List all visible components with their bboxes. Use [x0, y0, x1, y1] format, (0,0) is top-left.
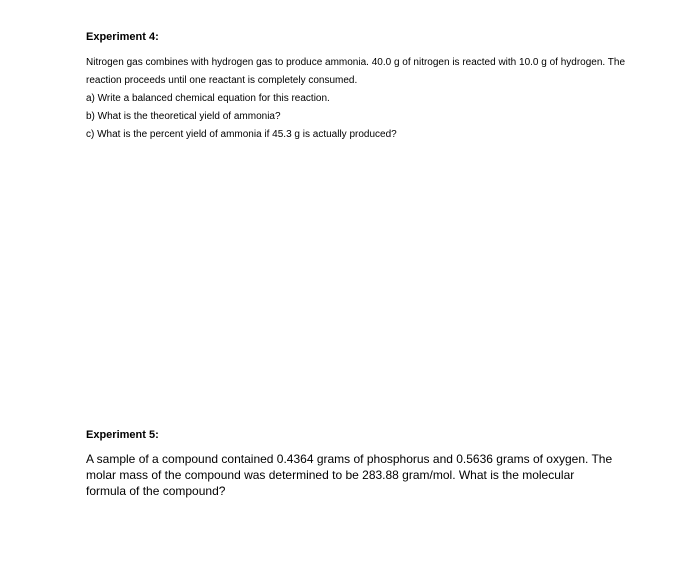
experiment-4-heading: Experiment 4: [86, 31, 159, 43]
experiment-4-section [86, 30, 700, 144]
experiment-4-question-c: c) What is the percent yield of ammonia if 45.3 g is actually produced? [86, 129, 397, 140]
experiment-4-intro: Nitrogen gas combines with hydrogen gas to produce ammonia. 40.0 g of nitrogen is reacted with 10.0 g of hydrogen. The reaction proceeds until one reactant is completely consumed. [86, 57, 626, 86]
experiment-5-body: A sample of a compound contained 0.4364 grams of phosphorus and 0.5636 grams of oxygen. The molar mass of the compound was determined to be 283.88 gram/mol. What is the molecular formula of the compound? [86, 452, 613, 498]
experiment-5-section [86, 428, 700, 499]
experiment-5-heading: Experiment 5: [86, 429, 159, 441]
experiment-4-body [86, 54, 626, 144]
experiment-4-question-b: b) What is the theoretical yield of ammonia? [86, 111, 281, 122]
experiment-4-question-a: a) Write a balanced chemical equation for this reaction. [86, 93, 330, 104]
